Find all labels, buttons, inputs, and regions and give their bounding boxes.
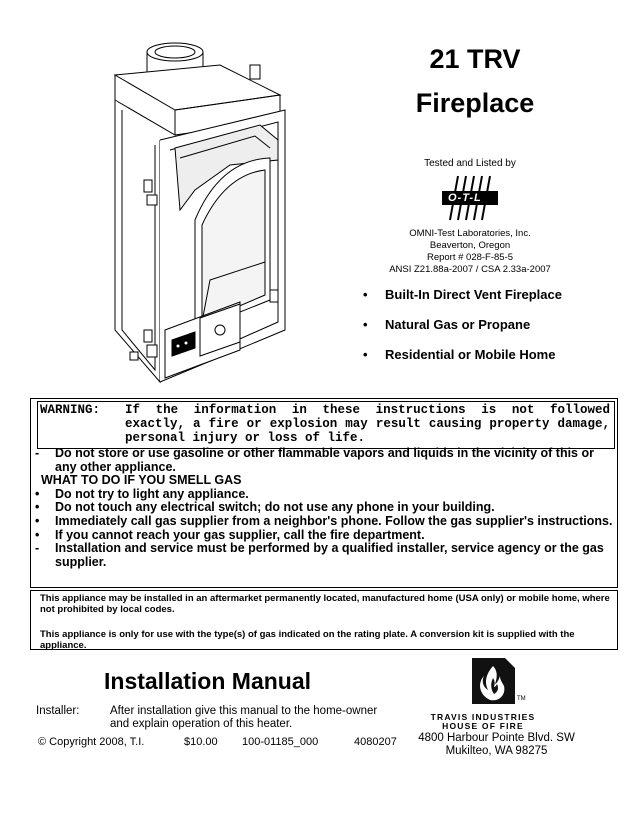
company-name: [423, 713, 543, 731]
feature-item: • Built-In Direct Vent Fireplace: [360, 287, 620, 317]
feature-item: • Residential or Mobile Home: [360, 347, 620, 377]
safety-bullet: • If you cannot reach your gas supplier, call the fire department.: [35, 527, 425, 542]
price: $10.00: [184, 736, 218, 748]
safety-item: - Do not store or use gasoline or other flammable vapors and liquids in the vicinity of this or any other appliance.: [35, 446, 594, 474]
note-gas-type: This appliance is only for use with the type(s) of gas indicated on the rating plate. A conversion kit is supplied with the appliance.: [40, 629, 575, 651]
company-address: [414, 732, 579, 758]
warning-text-block: [40, 403, 610, 445]
company-name-line1: TRAVIS INDUSTRIES: [430, 712, 536, 722]
smell-gas-heading: WHAT TO DO IF YOU SMELL GAS: [41, 473, 242, 488]
standard-number: ANSI Z21.88a-2007 / CSA 2.33a-2007: [389, 264, 551, 275]
safety-bullet: • Immediately call gas supplier from a neighbor's phone. Follow the gas supplier's instructions.: [35, 513, 613, 528]
address-line2: Mukilteo, WA 98275: [445, 745, 548, 757]
lab-city: Beaverton, Oregon: [429, 240, 511, 251]
installer-text: After installation give this manual to the home-owner and explain operation of this heater.: [110, 705, 378, 730]
note-mobile-home: This appliance may be installed in an aftermarket permanently located, manufactured home (USA only) or mobile home, where not prohibited by local codes.: [40, 593, 610, 615]
trademark: TM: [517, 696, 526, 702]
manual-title: Installation Manual: [104, 668, 312, 694]
part-number: 100-01185_000: [242, 736, 319, 748]
warning-text: If the information in these instructions is not followed exactly, a fire or explosion may result causing property damage, personal injury or loss of life.: [125, 403, 610, 445]
company-name-line2: HOUSE OF FIRE: [442, 721, 524, 731]
installer-label: Installer:: [36, 705, 80, 717]
tested-label: Tested and Listed by: [424, 158, 516, 169]
report-number: Report # 028-F-85-5: [426, 252, 514, 263]
warning-label: WARNING:: [40, 403, 101, 417]
safety-bullet: • Do not touch any electrical switch; do not use any phone in your building.: [35, 500, 495, 515]
safety-item: - Installation and service must be performed by a qualified installer, service agency or the gas supplier.: [35, 541, 604, 569]
address-line1: 4800 Harbour Pointe Blvd. SW: [418, 732, 575, 744]
safety-bullet: • Do not try to light any appliance.: [35, 486, 249, 501]
safety-instructions: [33, 447, 613, 569]
travis-logo: [460, 654, 530, 710]
date-code: 4080207: [354, 736, 397, 748]
feature-list: [360, 287, 620, 377]
feature-item: • Natural Gas or Propane: [360, 317, 620, 347]
copyright: © Copyright 2008, T.I.: [38, 736, 145, 748]
lab-name: OMNI-Test Laboratories, Inc.: [409, 228, 531, 239]
product-title: 21 TRV: [429, 44, 521, 74]
otl-logo-text: O-T-L: [448, 192, 482, 204]
product-subtitle: Fireplace: [415, 88, 535, 118]
lab-info: [360, 228, 580, 276]
fireplace-illustration: [100, 30, 300, 390]
otl-logo: [440, 172, 500, 224]
